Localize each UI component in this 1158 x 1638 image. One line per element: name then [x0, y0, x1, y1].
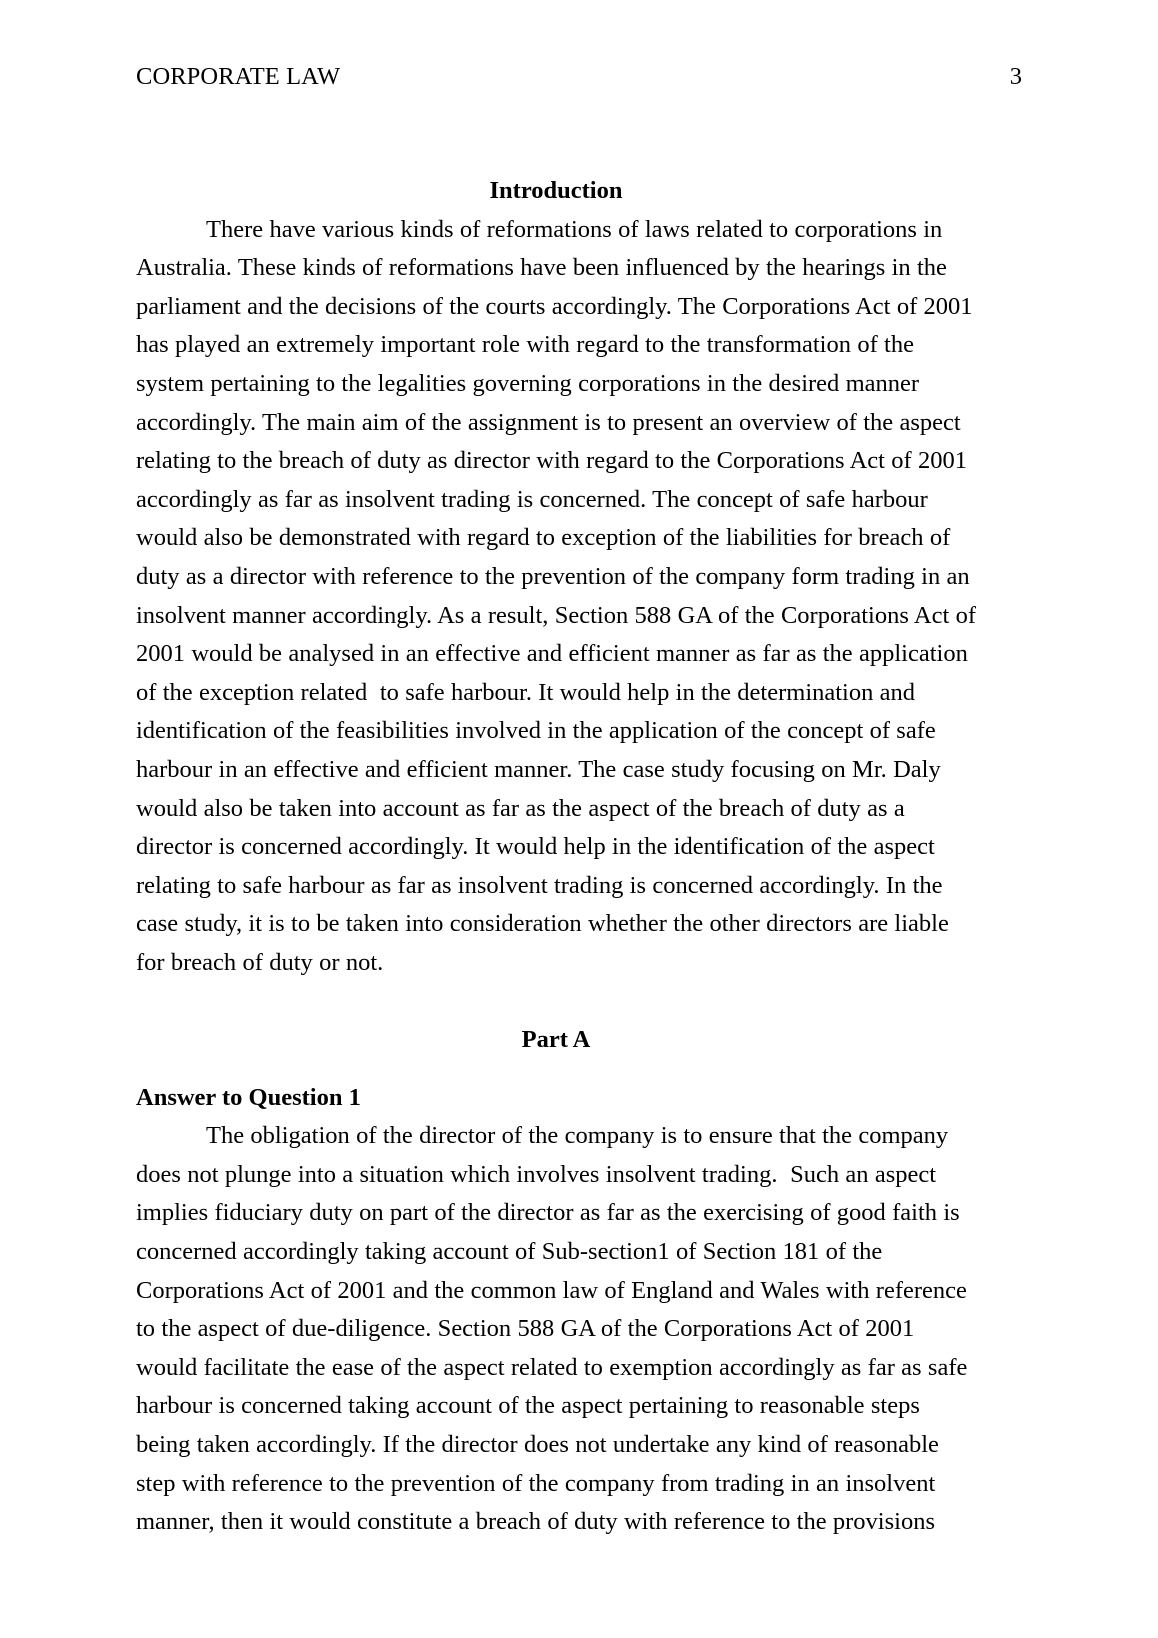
- section-spacer: [136, 1060, 976, 1079]
- answer-question-1-heading: Answer to Question 1: [136, 1083, 361, 1111]
- running-header-title: CORPORATE LAW: [136, 63, 341, 90]
- paragraph-spacer: [136, 982, 976, 1021]
- document-body: [136, 172, 983, 1542]
- introduction-paragraph: There have various kinds of reformations of laws related to corporations in Australia. These kinds of reformations have been influenced by the hearings in the parliament and the decisions of the courts accordingly. The Corporations Act of 2001 has played an extremely important role with regard to the transformation of the system pertaining to the legalities governing corporations in the desired manner accordingly. The main aim of the assignment is to present an overview of the aspect relating to the breach of duty as director with regard to the Corporations Act of 2001 accordingly as far as insolvent trading is concerned. The concept of safe harbour would also be demonstrated with regard to exception of the liabilities for breach of duty as a director with reference to the prevention of the company form trading in an insolvent manner accordingly. As a result, Section 588 GA of the Corporations Act of 2001 would be analysed in an effective and efficient manner as far as the application of the exception related to safe harbour. It would help in the determination and identification of the feasibilities involved in the application of the concept of safe harbour in an effective and efficient manner. The case study focusing on Mr. Daly would also be taken into account as far as the aspect of the breach of duty as a director is concerned accordingly. It would help in the identification of the aspect relating to safe harbour as far as insolvent trading is concerned accordingly. In the case study, it is to be taken into consideration whether the other directors are liable for breach of duty or not.: [136, 215, 983, 976]
- answer-question-1-paragraph: The obligation of the director of the company is to ensure that the company does not plunge into a situation which involves insolvent trading. Such an aspect implies fiduciary duty on part of the director as far as the exercising of good faith is concerned accordingly taking account of Sub-section1 of Section 181 of the Corporations Act of 2001 and the common law of England and Wales with reference to the aspect of due-diligence. Section 588 GA of the Corporations Act of 2001 would facilitate the ease of the aspect related to exemption accordingly as far as safe harbour is concerned taking account of the aspect pertaining to reasonable steps being taken accordingly. If the director does not undertake any kind of reasonable step with reference to the prevention of the company from trading in an insolvent manner, then it would constitute a breach of duty with reference to the provisions: [136, 1122, 974, 1536]
- part-a-heading: Part A: [521, 1026, 591, 1054]
- page-number: 3: [1009, 63, 1022, 90]
- running-header: [136, 62, 1022, 91]
- introduction-heading: Introduction: [489, 177, 623, 204]
